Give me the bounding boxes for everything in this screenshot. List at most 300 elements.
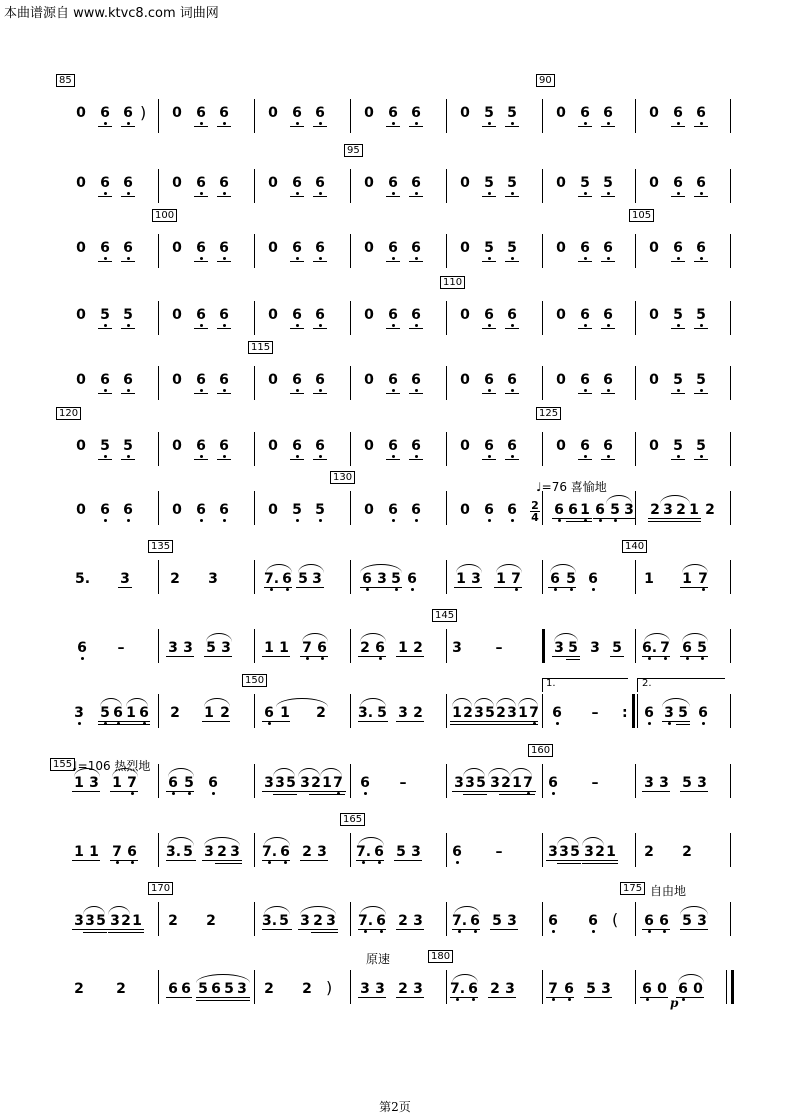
note: –: [495, 844, 503, 860]
lower-octave-dot: [223, 389, 226, 392]
barline: [446, 764, 447, 798]
note: 0: [460, 307, 470, 323]
barline: [254, 764, 255, 798]
lower-octave-dot: [415, 324, 418, 327]
note: 3: [624, 502, 634, 518]
barline: [635, 560, 636, 594]
slur: [456, 564, 482, 573]
lower-octave-dot: [472, 998, 475, 1001]
lower-octave-dot: [81, 657, 84, 660]
slur: [452, 974, 478, 983]
slur: [320, 768, 342, 777]
note: 6: [196, 175, 206, 191]
lower-octave-dot: [104, 519, 107, 522]
lower-octave-dot: [568, 998, 571, 1001]
note: 0: [268, 438, 278, 454]
lower-octave-dot: [677, 324, 680, 327]
lower-octave-dot: [392, 389, 395, 392]
note: 6: [411, 502, 421, 518]
note: 2: [74, 981, 84, 997]
note: 0: [460, 105, 470, 121]
underline-beam: [671, 126, 685, 127]
underline-beam: [217, 459, 231, 460]
note: 6: [659, 913, 669, 929]
note: 6: [507, 372, 517, 388]
slur: [264, 837, 290, 846]
lower-octave-dot: [511, 122, 514, 125]
barline: [446, 491, 447, 525]
note: 3: [312, 571, 322, 587]
underline-beam: [290, 328, 304, 329]
note: 5: [184, 775, 194, 791]
lower-octave-dot: [127, 519, 130, 522]
lower-octave-dot: [677, 192, 680, 195]
barline: [635, 234, 636, 268]
note: 6: [411, 105, 421, 121]
note: 6: [292, 175, 302, 191]
note: 0: [172, 372, 182, 388]
note: 3: [465, 775, 475, 791]
note: 6: [100, 175, 110, 191]
barline: [635, 902, 636, 936]
barline: [542, 833, 543, 867]
note: 5: [696, 372, 706, 388]
note: 7.: [358, 913, 374, 929]
note: 3: [411, 844, 421, 860]
barline: [350, 694, 351, 728]
note: 2: [463, 705, 473, 721]
note: 1: [512, 775, 522, 791]
slur: [126, 698, 148, 707]
lower-octave-dot: [515, 588, 518, 591]
underline-beam: [396, 997, 424, 998]
lower-octave-dot: [458, 930, 461, 933]
underline-beam: [110, 791, 138, 792]
note: 5: [484, 240, 494, 256]
note: 5: [484, 175, 494, 191]
page-number: 第2页: [379, 1100, 411, 1114]
barline: [635, 764, 636, 798]
note: 0: [364, 105, 374, 121]
underline-beam: [83, 932, 107, 933]
note: 6: [580, 372, 590, 388]
note: 6: [100, 502, 110, 518]
underline-beam: [463, 794, 487, 795]
underline-beam: [409, 126, 423, 127]
lower-octave-dot: [200, 389, 203, 392]
note: 6: [388, 175, 398, 191]
lower-octave-dot: [558, 519, 561, 522]
lower-octave-dot: [488, 257, 491, 260]
underline-beam: [601, 261, 615, 262]
underline-beam: [450, 724, 538, 725]
note: 6: [139, 705, 149, 721]
repeat-end-bar: [632, 694, 635, 728]
note: 1: [456, 571, 466, 587]
lower-octave-dot: [286, 588, 289, 591]
lower-octave-dot: [131, 792, 134, 795]
underline-beam: [204, 656, 232, 657]
note: 6: [411, 438, 421, 454]
underline-beam: [409, 328, 423, 329]
lower-octave-dot: [415, 519, 418, 522]
note: 1: [74, 844, 84, 860]
underline-beam: [121, 261, 135, 262]
underline-beam: [601, 459, 615, 460]
note: 6: [484, 438, 494, 454]
lower-octave-dot: [296, 324, 299, 327]
barline: [542, 366, 543, 400]
note: 6: [580, 438, 590, 454]
measure-number: 170: [148, 882, 173, 895]
lower-octave-dot: [700, 122, 703, 125]
barline: [254, 902, 255, 936]
note: 5: [697, 640, 707, 656]
barline: [635, 99, 636, 133]
barline: [542, 694, 543, 728]
note: 6: [376, 913, 386, 929]
barline: [542, 902, 543, 936]
lower-octave-dot: [116, 861, 119, 864]
barline: [730, 694, 731, 728]
underline-beam: [196, 997, 250, 998]
lower-octave-dot: [364, 930, 367, 933]
lower-octave-dot: [296, 122, 299, 125]
barline: [254, 833, 255, 867]
barline: [542, 432, 543, 466]
note: 1: [518, 705, 528, 721]
underline-beam: [118, 587, 132, 588]
note: 0: [268, 240, 278, 256]
barline: [254, 629, 255, 663]
note: 2: [206, 913, 216, 929]
underline-beam: [490, 929, 518, 930]
note: 6: [211, 981, 221, 997]
underline-beam: [358, 721, 388, 722]
note: 0: [364, 307, 374, 323]
underline-beam: [262, 721, 290, 722]
underline-beam: [72, 929, 144, 930]
underline-beam: [578, 196, 592, 197]
underline-beam: [552, 656, 580, 657]
lower-octave-dot: [392, 519, 395, 522]
underline-beam: [202, 860, 242, 861]
note: 6: [292, 105, 302, 121]
tempo-marking-2: ♩=106 热烈地: [72, 759, 151, 773]
note: 6: [552, 705, 562, 721]
barline: [446, 970, 447, 1004]
note: 6: [470, 913, 480, 929]
barline: [542, 491, 543, 525]
lower-octave-dot: [415, 455, 418, 458]
note: 5: [673, 307, 683, 323]
note: 6: [411, 175, 421, 191]
underline-beam: [298, 929, 338, 930]
underline-beam: [505, 196, 519, 197]
underline-beam: [264, 587, 292, 588]
underline-beam: [121, 459, 135, 460]
note: 6: [123, 372, 133, 388]
barline: [254, 234, 255, 268]
underline-beam: [386, 196, 400, 197]
underline-beam: [313, 261, 327, 262]
note: 5: [396, 844, 406, 860]
barline: [350, 970, 351, 1004]
note: 6: [580, 307, 590, 323]
note: 0: [460, 175, 470, 191]
repeat-start: [542, 629, 545, 663]
barline: [446, 833, 447, 867]
note: 6: [507, 502, 517, 518]
note: 0: [76, 240, 86, 256]
underline-beam: [578, 393, 592, 394]
note: 6: [362, 571, 372, 587]
slur: [680, 906, 708, 915]
measure-number: 85: [56, 74, 75, 87]
lower-octave-dot: [200, 192, 203, 195]
underline-beam: [601, 126, 615, 127]
note: 6: [588, 571, 598, 587]
slur: [644, 633, 670, 642]
underline-beam: [548, 587, 576, 588]
lower-octave-dot: [319, 122, 322, 125]
note: 3: [168, 640, 178, 656]
lower-octave-dot: [456, 861, 459, 864]
underline-beam: [290, 196, 304, 197]
slur: [108, 906, 130, 915]
note: 1: [280, 705, 290, 721]
barline: [542, 764, 543, 798]
note: 6: [411, 307, 421, 323]
lower-octave-dot: [296, 257, 299, 260]
note: 3: [659, 775, 669, 791]
underline-beam: [290, 459, 304, 460]
underline-beam: [642, 929, 670, 930]
measure-number: 155: [50, 758, 75, 771]
note: 0: [657, 981, 667, 997]
barline: [730, 764, 731, 798]
lower-octave-dot: [319, 389, 322, 392]
note: 5: [298, 571, 308, 587]
note: 6: [292, 307, 302, 323]
lower-octave-dot: [78, 722, 81, 725]
note: 5: [612, 640, 622, 656]
note: 7: [698, 571, 708, 587]
slur: [606, 495, 632, 504]
note: 6: [196, 240, 206, 256]
note: 5: [485, 705, 495, 721]
note: 5: [507, 175, 517, 191]
lower-octave-dot: [682, 998, 685, 1001]
final-barline: [731, 970, 734, 1004]
barline: [542, 99, 543, 133]
note: 5: [96, 913, 106, 929]
note: 2: [398, 981, 408, 997]
lower-octave-dot: [411, 588, 414, 591]
underline-beam: [409, 393, 423, 394]
slur: [678, 974, 704, 983]
measure-number: 130: [330, 471, 355, 484]
note: 2: [682, 844, 692, 860]
slur: [298, 768, 320, 777]
lower-octave-dot: [379, 657, 382, 660]
note: 6: [642, 981, 652, 997]
note: 0: [556, 240, 566, 256]
note: 5: [123, 438, 133, 454]
underline-beam: [694, 459, 708, 460]
note: 6: [219, 240, 229, 256]
underline-beam: [262, 791, 346, 792]
underline-beam: [108, 932, 144, 933]
note: 6: [411, 372, 421, 388]
underline-beam: [196, 1000, 250, 1001]
underline-beam: [290, 261, 304, 262]
note: 3: [490, 775, 500, 791]
note: 6: [100, 105, 110, 121]
note: 5: [673, 438, 683, 454]
underline-beam: [482, 328, 496, 329]
lower-octave-dot: [223, 519, 226, 522]
barline: [635, 491, 636, 525]
note: 6: [123, 240, 133, 256]
note: 3: [697, 775, 707, 791]
lower-octave-dot: [362, 861, 365, 864]
note: 6: [484, 372, 494, 388]
underline-beam: [671, 261, 685, 262]
note: 3: [663, 502, 673, 518]
note: 6: [564, 981, 574, 997]
measure-number: 135: [148, 540, 173, 553]
measure-number: 150: [242, 674, 267, 687]
underline-beam: [694, 328, 708, 329]
underline-beam: [262, 860, 290, 861]
lower-octave-dot: [306, 657, 309, 660]
underline-beam: [215, 863, 242, 864]
measure-number: 120: [56, 407, 81, 420]
note: 2: [170, 571, 180, 587]
underline-beam: [452, 929, 480, 930]
note: 6: [113, 705, 123, 721]
note: 1: [682, 571, 692, 587]
lower-octave-dot: [488, 389, 491, 392]
note: 6: [123, 175, 133, 191]
underline-beam: [313, 196, 327, 197]
lower-octave-dot: [686, 657, 689, 660]
closing-paren: ): [326, 978, 333, 997]
lower-octave-dot: [607, 389, 610, 392]
note: 5: [279, 913, 289, 929]
underline-beam: [217, 126, 231, 127]
slur: [496, 698, 516, 707]
note: 3: [74, 913, 84, 929]
note: 6: [603, 438, 613, 454]
note: 0: [649, 175, 659, 191]
tempo-primo: 原速: [366, 952, 391, 966]
lower-octave-dot: [200, 122, 203, 125]
note: 0: [76, 502, 86, 518]
lower-octave-dot: [319, 257, 322, 260]
lower-octave-dot: [614, 519, 617, 522]
note: 7.: [262, 844, 278, 860]
underline-beam: [505, 328, 519, 329]
lower-octave-dot: [511, 389, 514, 392]
barline: [635, 301, 636, 335]
lower-octave-dot: [584, 389, 587, 392]
slur: [550, 564, 576, 573]
note: 1: [398, 640, 408, 656]
barline: [446, 234, 447, 268]
note: 0: [364, 438, 374, 454]
barline: [730, 366, 731, 400]
underline-beam: [98, 393, 112, 394]
underline-beam: [648, 518, 701, 519]
underline-beam: [166, 791, 194, 792]
note: 7.: [450, 981, 466, 997]
note: 6: [219, 175, 229, 191]
barline: [254, 366, 255, 400]
note: 0: [268, 502, 278, 518]
barline: [254, 970, 255, 1004]
underline-beam: [694, 261, 708, 262]
underline-beam: [262, 929, 292, 930]
underline-beam: [98, 328, 112, 329]
lower-octave-dot: [127, 192, 130, 195]
slur: [662, 698, 690, 707]
note: 6: [698, 705, 708, 721]
note: 6: [388, 307, 398, 323]
slur: [196, 974, 250, 983]
underline-beam: [505, 459, 519, 460]
underline-beam: [552, 518, 592, 519]
underline-beam: [505, 126, 519, 127]
volta-2: 2.: [642, 678, 652, 689]
underline-beam: [642, 656, 670, 657]
barline: [730, 301, 731, 335]
barline: [350, 902, 351, 936]
note: –: [117, 640, 125, 656]
slur: [360, 633, 386, 642]
note: 6: [315, 438, 325, 454]
lower-octave-dot: [584, 257, 587, 260]
note: 2: [496, 705, 506, 721]
note: 6: [181, 981, 191, 997]
note: 5: [391, 571, 401, 587]
barline: [730, 234, 731, 268]
note: 3: [452, 640, 462, 656]
volta-bracket: [542, 678, 543, 692]
note: 6.: [642, 640, 658, 656]
underline-beam: [505, 261, 519, 262]
lower-octave-dot: [200, 257, 203, 260]
underline-beam: [601, 393, 615, 394]
note: 5: [673, 372, 683, 388]
dynamic-piano: p: [670, 996, 679, 1010]
lower-octave-dot: [296, 519, 299, 522]
note: 6: [678, 981, 688, 997]
note: 2: [595, 844, 605, 860]
note: 5: [678, 705, 688, 721]
underline-beam: [578, 126, 592, 127]
note: 1: [279, 640, 289, 656]
underline-beam: [482, 261, 496, 262]
note: 2: [676, 502, 686, 518]
note: 5.: [75, 571, 91, 587]
note: 6: [317, 640, 327, 656]
note: 6: [507, 438, 517, 454]
note: 3.: [358, 705, 374, 721]
measure-number: 145: [432, 609, 457, 622]
underline-beam: [694, 196, 708, 197]
